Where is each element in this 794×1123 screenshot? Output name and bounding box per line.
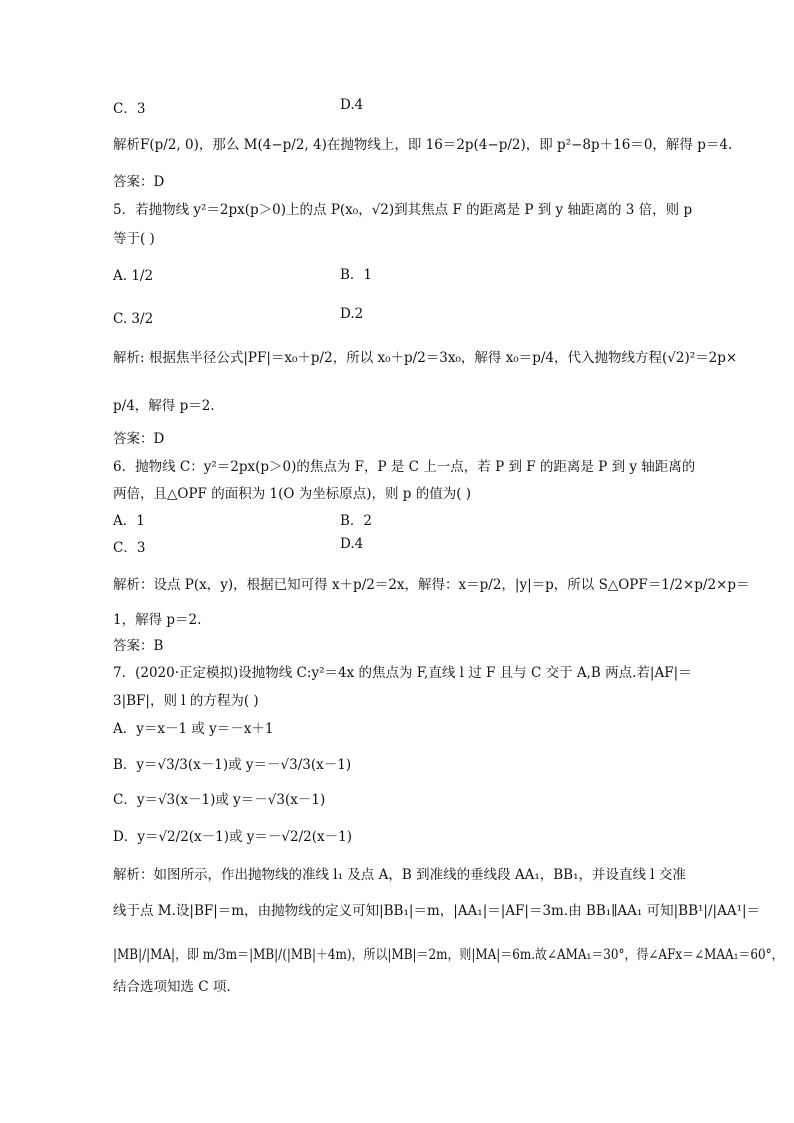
question-7-line1: 7．(2020·正定模拟)设抛物线 C:y²＝4x 的焦点为 F,直线 l 过 F 且与 C 交于 A,B 两点.若|AF|＝ <box>113 665 692 681</box>
option-d-q6: D.4 <box>340 536 364 552</box>
option-c-q7: C．y＝√3(x－1)或 y＝－√3(x－1) <box>113 792 326 808</box>
option-c-q6: C．3 <box>113 540 146 556</box>
question-5-line1: 5．若抛物线 y²＝2px(p＞0)上的点 P(x₀，√2)到其焦点 F 的距离是 P 到 y 轴距离的 3 倍，则 p <box>113 202 693 218</box>
analysis-q5-line2: p/4，解得 p＝2. <box>113 398 215 414</box>
option-a-q5: A. 1/2 <box>113 268 154 284</box>
option-c-q5: C. 3/2 <box>113 311 154 327</box>
question-6-line2: 两倍，且△OPF 的面积为 1(O 为坐标原点)，则 p 的值为( ) <box>113 486 472 502</box>
option-b-q7: B．y＝√3/3(x－1)或 y＝－√3/3(x－1) <box>113 757 352 773</box>
analysis-q7-line4: 结合选项知选 C 项. <box>113 979 231 995</box>
option-d-q7: D．y＝√2/2(x－1)或 y＝－√2/2(x－1) <box>113 829 352 845</box>
analysis-q7-line1: 解析：如图所示，作出抛物线的准线 l₁ 及点 A，B 到准线的垂线段 AA₁，BB₁，并设直线 l 交准 <box>113 867 686 883</box>
option-d-q4: D.4 <box>340 97 364 113</box>
answer-q6: 答案：B <box>113 638 164 654</box>
answer-q5: 答案：D <box>113 431 165 447</box>
question-7-line2: 3|BF|，则 l 的方程为( ) <box>113 693 259 709</box>
question-6-line1: 6．抛物线 C：y²＝2px(p＞0)的焦点为 F，P 是 C 上一点，若 P 到 F 的距离是 P 到 y 轴距离的 <box>113 459 696 475</box>
analysis-q7-line2: 线于点 M.设|BF|＝m，由抛物线的定义可知|BB₁|＝m，|AA₁|＝|AF|＝3m.由 BB₁∥AA₁ 可知|BB¹|/|AA¹|＝ <box>113 903 761 919</box>
option-d-q5: D.2 <box>340 306 364 322</box>
analysis-q5-line1: 解析: 根据焦半径公式|PF|＝x₀＋p/2，所以 x₀＋p/2＝3x₀，解得 x₀＝p/4，代入抛物线方程(√2)²＝2p× <box>113 350 738 366</box>
analysis-q6-line2: 1，解得 p＝2. <box>113 612 202 628</box>
question-5-line2: 等于( ) <box>113 231 155 247</box>
answer-q4: 答案：D <box>113 174 165 190</box>
analysis-q7-line3: |MB|/|MA|，即 m/3m＝|MB|/(|MB|＋4m)，所以|MB|＝2m，则|MA|＝6m.故∠AMA₁＝30°，得∠AFx＝∠MAA₁＝60°， <box>113 947 784 963</box>
option-c-q4: C．3 <box>113 101 146 117</box>
option-b-q6: B．2 <box>340 513 373 529</box>
option-a-q6: A．1 <box>113 513 145 529</box>
analysis-q4: 解析F(p/2, 0)，那么 M(4−p/2, 4)在抛物线上，即 16＝2p(4−p/2)，即 p²−8p＋16＝0，解得 p＝4. <box>113 137 733 153</box>
option-a-q7: A．y＝x－1 或 y＝－x＋1 <box>113 721 274 737</box>
analysis-q6-line1: 解析：设点 P(x，y)，根据已知可得 x＋p/2＝2x，解得：x＝p/2，|y|＝p，所以 S△OPF＝1/2×p/2×p＝ <box>113 577 750 593</box>
option-b-q5: B．1 <box>340 267 373 283</box>
